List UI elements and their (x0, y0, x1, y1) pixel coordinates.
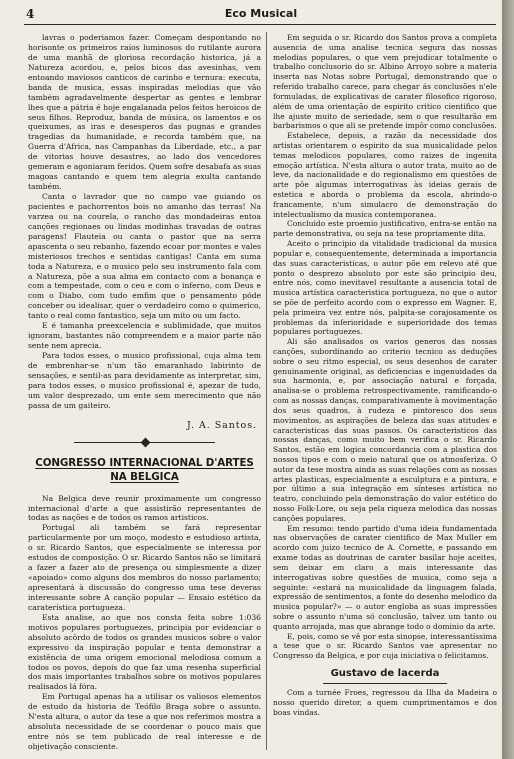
section-title: CONGRESSO INTERNACIONAL D'ARTES NA BELGICA (35, 456, 254, 483)
paragraph: Canta o lavrador que no campo vae guiando os pacientes e pachorrentos bois no amanho das terras! Na varzea ou na courela, o rancho das mondadeiras entoa canções regionaes ou lindas modinhas travadas de outras paragens! Flauteia ou canta o pastor que na serra apascenta o seu rebanho, fazendo ecoar por montes e vales misteriosos trechos e sentidas cantigas! Canta em suma toda a Natureza, e o musico pelo seu instrumento fala com a Natureza, põe a sua alma em contacto com a bonança e com a tempestade, com o ceu e com o inferno, com Deus e com o Diabo, com tudo emfim que o pensamento póde conceber ou idealisar, quer o verdadeiro como o quimerico, tanto o real como fantastico, seja um mito ou um facto. (28, 192, 261, 321)
paragraph: Concluido este proemio justificativo, entra-se então na parte demonstrativa, ou seja na tese propriamente dita. (273, 219, 497, 239)
paragraph: Em Portugal apenas ha a utilisar os valiosos elementos de estudo da historia de Teófilo Braga sobre o assunto. N'esta altura, o autor da tese a que nos referimos mostra a absoluta necessidade de se coordenar o pouco mais que entre nós se tem publicado de real interesse e de objetivação consciente. (28, 692, 261, 751)
paragraph: Estabelece, depois, a razão da necessidade dos artistas orientarem o espirito da sua musicalidade pelos temas melodicos populares, como raizes de ingenita emoção artística. N'esta altura o autor trata, muito ao de leve, da nacionalidade e do regionalismo em questões de arte pôe algumas interrogativas às ideias gerais de estetica e aborda o problema da escola, abrindo-o francamente, n'um simulacro de demonstração do intelectualismo da musica contemporanea. (273, 131, 497, 219)
section-title: Gustavo de lacerda (330, 668, 440, 679)
section-ornament (74, 439, 215, 446)
paragraph: Em resumo: tendo partido d'uma ideia fundamentada nas observações de carater cientifico de Max Muller em acordo com juizo tecnico de A. Cornette, e passando em exame todas as doutrinas de carater basilar hoje aceites, sem deixar em claro a mais interessante das interrogativas sobre questões de musica, como seja a seguinte: «estará na musicalidade da linguagem falada, expressão de sentimentos, a fonte do desenho melodico da musica popular?» — o autor engloba as suas impressões sobre o assunto n'uma só conclusão, talvez um tanto ou quanto arrojada, mas que abrange todo o dominio da arte. (273, 523, 497, 631)
header-rule (24, 24, 496, 25)
paragraph: Para todos esses, o musico profissional, cuja alma tem de embrenhar-se n'um tão emaranhado labirinto de sensações, e sentil-as para devidamente as interpretar, sim, para todos esses, o musico profissional é, apezar de tudo, um valor desprezado, um ente sem merecimento que não passa de um gaiteiro. (28, 351, 261, 410)
paragraph: Na Belgica deve reunir proximamente um congresso internacional d'arte a que assistirão representantes de todas as nações e de todos os ramos artisticos. (28, 493, 261, 523)
column-divider (266, 32, 267, 750)
paragraph: Portugal ali também se fará representar particularmente por um moço, modesto e estudioso artista, o sr. Ricardo Santos, que especialmente se interessa por estudos de composição. O sr. Ricardo Santos não se limitará a fazer a fazer ato de presença ou simplesmente a dizer «apoiado» como alguns dos membros do nosso parlamento; apresentará à discussão do congresso uma tese deveras interessante sobre A canção popular — Ensaio estético da caraterística portugueza. (28, 523, 261, 612)
paragraph: Esta analise, ao que nos consta feita sobre 1:036 motivos populares portuguezes, principia por evidenciar o absoluto acôrdo de todos os grandes musicos sobre o valor expressivo da inspiração popular e tenta demonstrar a existência de uma origem emocional melodiosa comum a todos os povos, depois do que faz uma resenha superficial dos mais importantes trabalhos sobre os motivos populares realisados lá fóra. (28, 612, 261, 692)
right-column (273, 33, 497, 717)
page-header (26, 7, 496, 23)
paragraph: Em seguida o sr. Ricardo dos Santos prova a completa ausencia de uma analise tecnica segura das nossas melodias populares, o que vem prejudicar totalmente o trabalho conclusorio do sr. Albino Arroyo sobre a materia inserta nas Notas sobre Portugal, demonstrando que o referido trabalho carece, para chegar ás conclusões n'ele formuladas, de explicativas de carater filosofico rigoroso, além de uma orientação de espirito critico cientifico que lhe ajuste muito de seriedade, sem o que resultarão em barbarismos o que ali se pretende impôr como conclusões. (273, 33, 497, 131)
paragraph: E é tamanha preexcelencia e sublimidade, que muitos ignoram, bastantes não compreendem e a maior parte não sente nem aprecia. (28, 321, 261, 351)
paragraph: Aceito o principio da vitalidade tradicional da musica popular e, consequentemente, determinada a importancia das suas caracteristicas, o autor põe em relevo até que ponto o desprezo absoluto por este são principio deu, entre nós, como inevitavel resultante a ausencia total de musica artística caracteristica portugueza, no que o autor se põe de perfeito acordo com o expresso em Wagner. E, pela primeira vez entre nós, palpita-se corajosamente os problemas da inferioridade e superioridade dos temas populares portuguezes. (273, 239, 497, 337)
paragraph: E, pois, como se vê por esta sinopse, interessantíssima a tese que o sr. Ricardo Santos vae apresentar no Congresso da Belgica, e por cuja iniciativa o felicitamos. (273, 631, 497, 661)
page-number: 4 (26, 7, 35, 21)
section-rule (323, 683, 447, 684)
article-signature: J. A. Santos. (187, 419, 257, 431)
left-column (28, 33, 261, 752)
paragraph: lavras o poderiamos fazer. Começam despontando no horisonte os primeiros raios luminosos do rutilante aurora de uma manhã de gloriosa recordação historica, já a Natureza acordou, e, pelos bicos das avesinhas, vem entoando maviosos canticos de carinho e ternura: executa, banda de musica, essas inspiradas melodias que vão também agradavelmente despertar as gentes e lembrar lhes que a pátria é hoje engalanada pelos feitos heroicos de seus filhos. Reproduz, banda de música, os lamentos e os queixumes, as iras e desesperos das pugnas e grandes tragedias da humanidade, e recorda também que, na Guerra d'Africa, nas Campanhas da Liberdade, etc., a par de vitorias houve desastres, ao lado dos vencedores gemeram e agoniaram feridos. Quem sofre desabafa as suas magoas cantando e quem tem alegria exulta cantando também. (28, 33, 261, 192)
paragraph: Com a turnée Froes, regressou da Ilha da Madeira o nosso querido diretor, a quem cumprimentamos e dos boas vindas. (273, 688, 497, 717)
publication-title: Eco Musical (224, 7, 298, 20)
paragraph: Ali são analisados os varios generos das nossas canções, subordinando ao criterio tecnico as deduções sobre o seu ritmo especial, os seus desenhos de carater genuinamente original, as deficiencias e ingenuidades da sua harmonia, e, por associação natural e forçada, analisa-se o problema retrospectivamente, ramificando-o com as nossas danças, comparativamente à movimentação dos seus quadros, à rudeza e pintoresco dos seus movimentos, as aspirações de beleza das suas atitudes e caracteristicas das suas passos. Os caracteristicos das nossas danças, como muito bem verifica o sr. Ricardo Santos, estão em logica concordancia com a plastica dos nossos tipos e com o meio natural que os atmosferiza. O autor da tese mostra ainda as suas relações com as nossas artes plasticas, especialmente a esculptura e a pintura, e por último a sua integração em sínteses artística no teatro, concluindo pela demonstração do valor estético do nosso Folk-Lore, ou seja pela riqueza melodica das nossas canções populares. (273, 337, 497, 523)
page-edge (502, 0, 514, 759)
